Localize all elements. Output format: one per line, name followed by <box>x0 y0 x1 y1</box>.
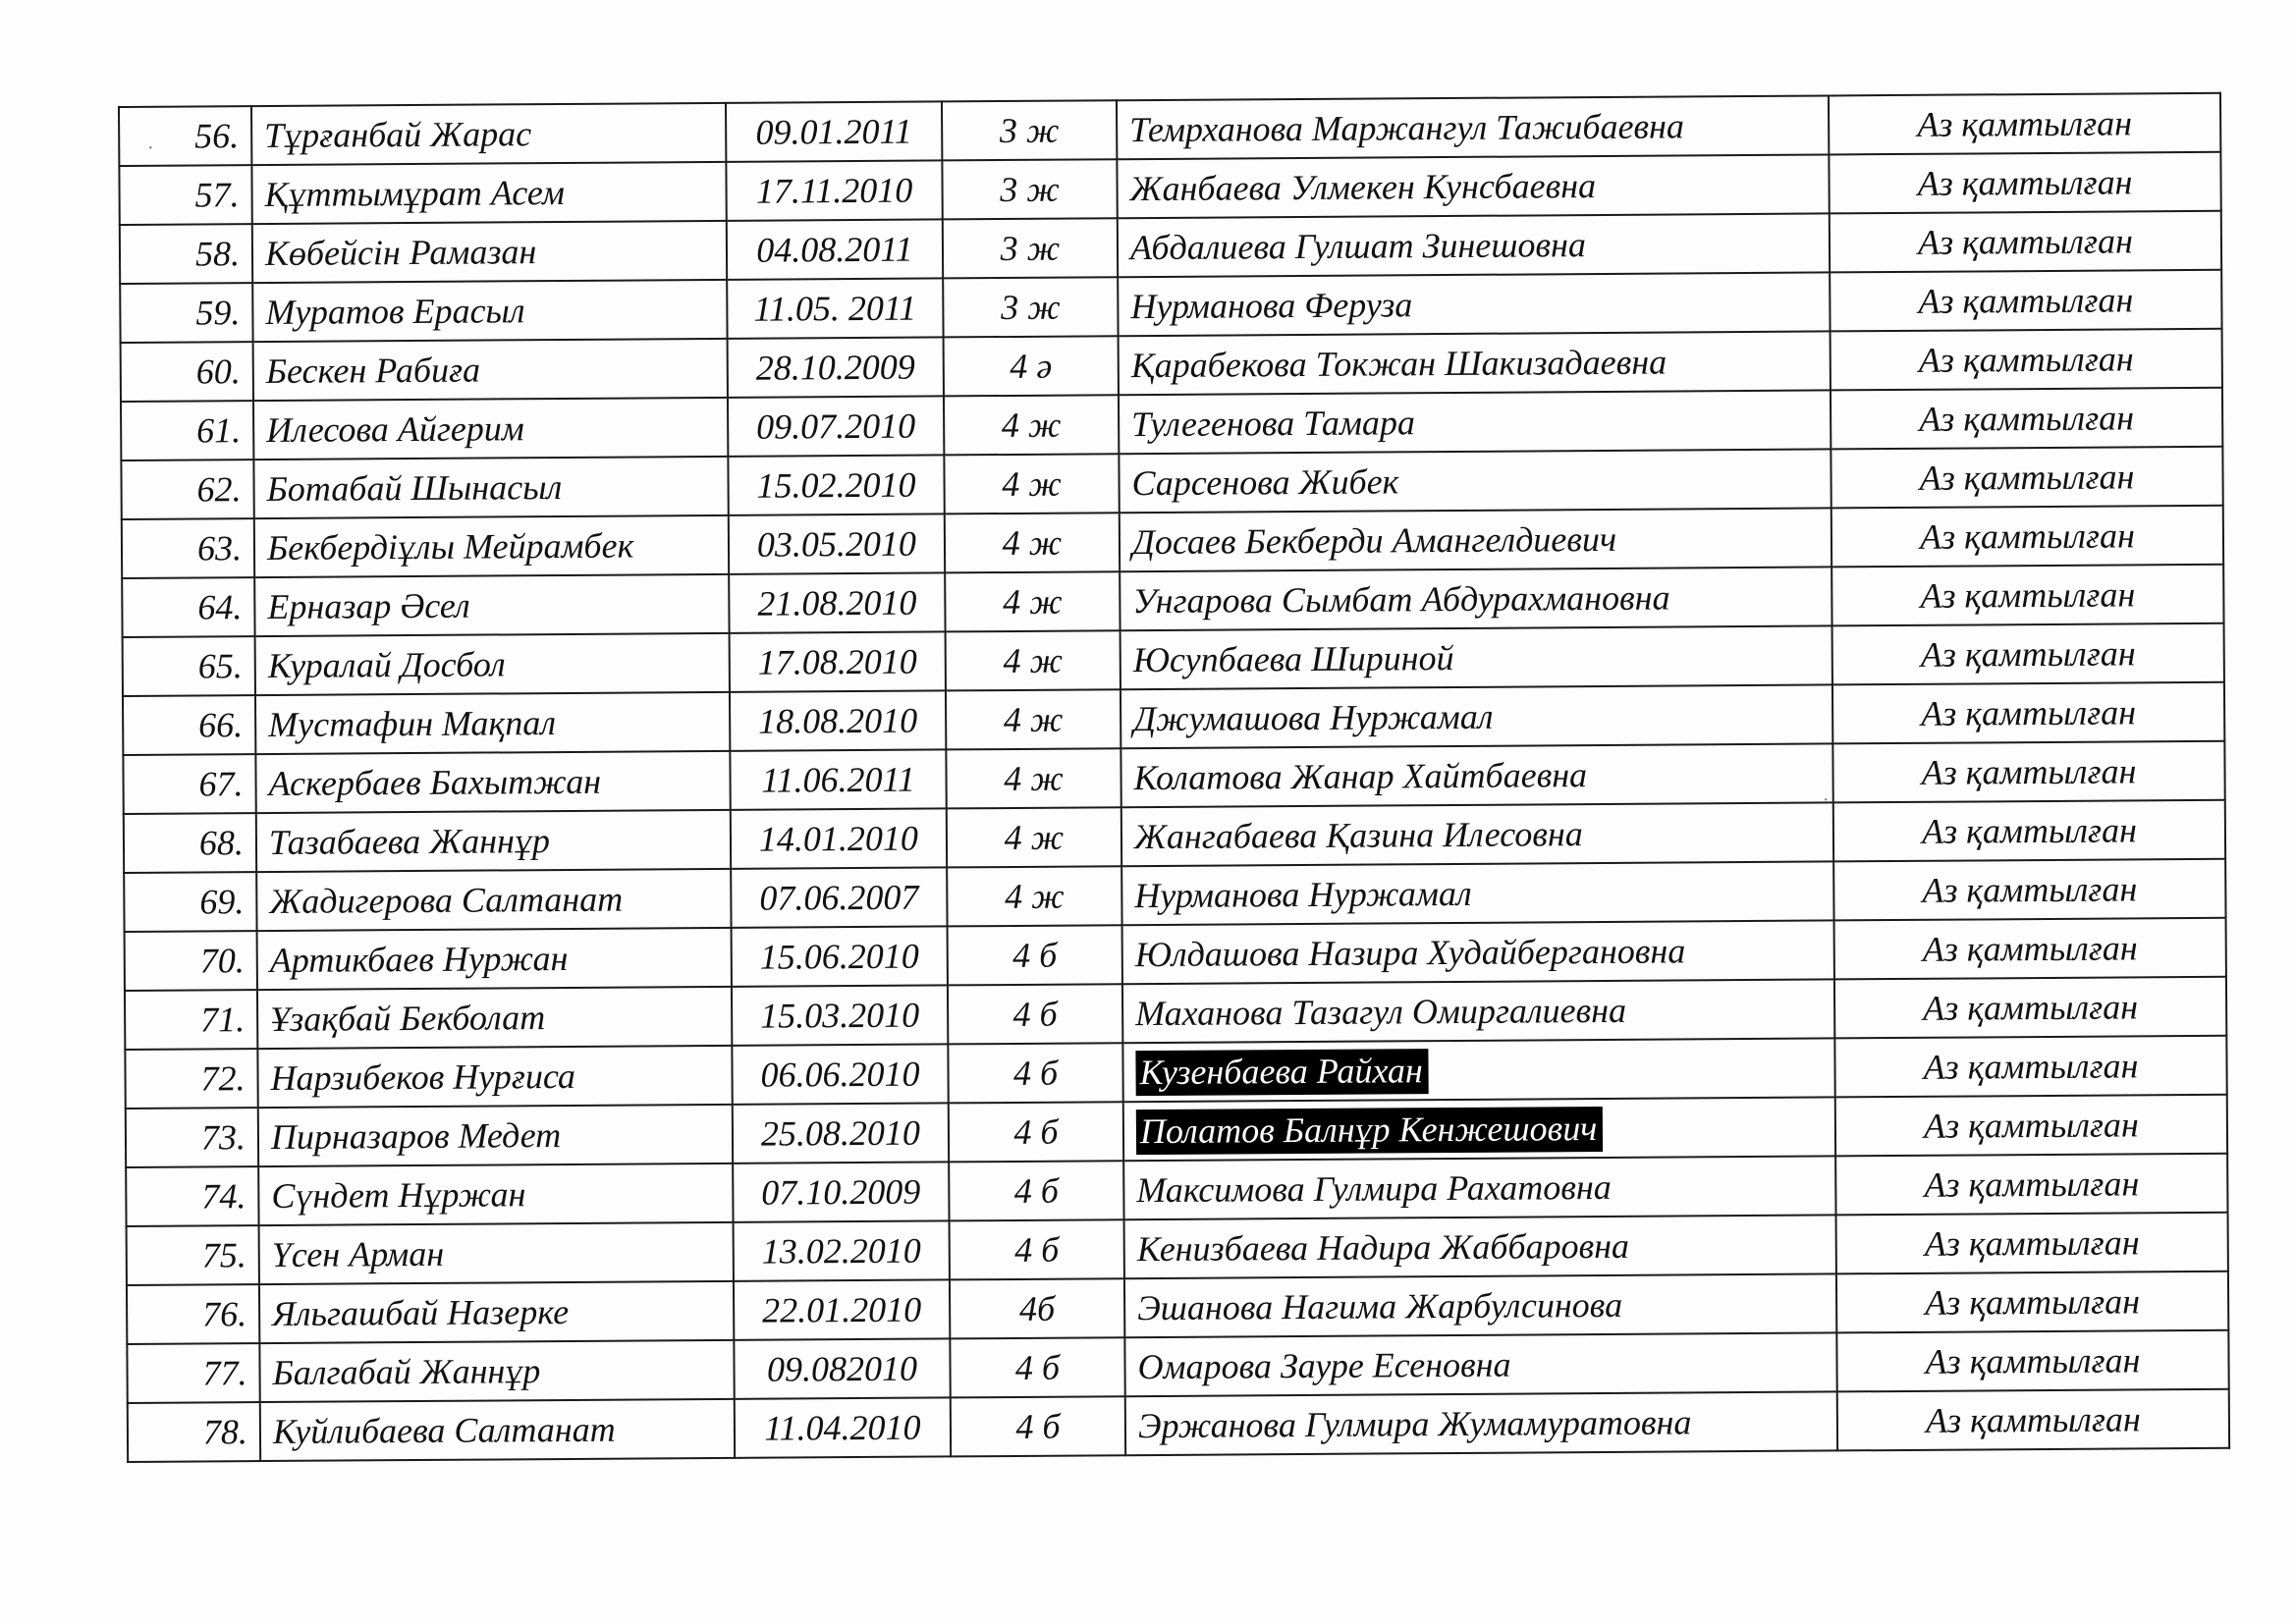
student-name-cell: Тұрғанбай Жарас <box>251 103 726 165</box>
row-number-cell: 70. <box>125 931 257 991</box>
row-number-cell: 65. <box>123 636 255 696</box>
row-number-cell: 76. <box>127 1284 259 1344</box>
status-cell: Аз қамтылған <box>1831 565 2223 626</box>
parent-name-cell: Тулегенова Тамара <box>1119 390 1831 454</box>
birth-date-cell: 09.01.2011 <box>726 101 942 161</box>
parent-name-cell: Кенизбаева Надира Жаббаровна <box>1124 1215 1836 1278</box>
row-number-cell: 61. <box>121 401 253 460</box>
parent-name-cell: Темрханова Маржангул Тажибаевна <box>1117 95 1829 159</box>
birth-date-cell: 14.01.2010 <box>731 808 947 868</box>
student-name-cell: Куралай Досбол <box>255 633 730 695</box>
row-number-cell: 71. <box>125 990 257 1050</box>
student-name-cell: Мустафин Мақпал <box>255 692 730 754</box>
scan-speck-mark: · <box>1823 789 1830 811</box>
status-cell: Аз қамтылған <box>1832 682 2224 744</box>
parent-name-cell: Юсупбаева Ширинoй <box>1121 625 1832 689</box>
status-cell: Аз қамтылған <box>1829 152 2220 214</box>
student-name-cell: Нарзибеков Нурғиса <box>257 1046 732 1108</box>
birth-date-cell: 22.01.2010 <box>734 1279 950 1339</box>
student-name-cell: Сүндет Нұржан <box>258 1164 733 1225</box>
birth-date-cell: 18.08.2010 <box>730 690 946 750</box>
parent-name-cell: Максимова Гулмира Рахатовна <box>1123 1156 1835 1219</box>
status-cell: Аз қамтылған <box>1834 1036 2226 1098</box>
row-number-cell: 58. <box>120 224 252 284</box>
birth-date-cell: 03.05.2010 <box>729 514 945 573</box>
status-cell: Аз қамтылған <box>1835 1095 2227 1157</box>
student-name-cell: Ерназар Әсел <box>254 574 729 636</box>
row-number-cell: 73. <box>126 1108 258 1167</box>
parent-name-cell: Эшанова Нагима Жарбулсинова <box>1124 1273 1836 1337</box>
birth-date-cell: 15.02.2010 <box>728 455 944 514</box>
student-name-cell: Муратов Ерасыл <box>252 280 727 342</box>
student-name-cell: Жадигерова Салтанат <box>256 869 731 931</box>
class-cell: 4 б <box>950 1219 1124 1279</box>
student-name-cell: Үсен Арман <box>259 1222 734 1284</box>
class-cell: 4 ж <box>946 689 1121 749</box>
student-name-cell: Көбейсін Рамазан <box>252 221 727 283</box>
birth-date-cell: 04.08.2011 <box>727 219 943 279</box>
parent-name-cell: Юлдашова Назира Худайбергановна <box>1122 920 1834 984</box>
birth-date-cell: 13.02.2010 <box>734 1220 950 1280</box>
class-cell: 4 б <box>948 925 1122 985</box>
row-number-cell: 63. <box>122 518 254 578</box>
class-cell: 4 б <box>949 1102 1123 1162</box>
roster-body <box>119 93 2229 1462</box>
status-cell: Аз қамтылған <box>1835 1154 2227 1216</box>
birth-date-cell: 09.07.2010 <box>728 396 944 456</box>
status-cell: Аз қамтылған <box>1834 977 2226 1039</box>
student-name-cell: Құттымұрат Асем <box>251 162 726 224</box>
class-cell: 4 ж <box>947 807 1121 867</box>
scan-speck-mark: · <box>147 137 154 159</box>
status-cell: Аз қамтылған <box>1832 623 2224 685</box>
class-cell: 3 ж <box>943 218 1118 278</box>
status-cell: Аз қамтылған <box>1837 1389 2229 1451</box>
class-cell: 4 б <box>950 1337 1124 1397</box>
class-cell: 4 ж <box>946 748 1121 808</box>
row-number-cell: 77. <box>127 1343 259 1403</box>
birth-date-cell: 09.082010 <box>734 1338 950 1398</box>
parent-name-cell: Жанбаева Улмекен Кунсбаевна <box>1117 154 1829 218</box>
status-cell: Аз қамтылған <box>1831 329 2222 391</box>
class-cell: 4 ж <box>944 454 1119 514</box>
birth-date-cell: 28.10.2009 <box>728 337 944 397</box>
class-cell: 4 б <box>948 1043 1122 1103</box>
redacted-highlight-text: Полатов Балнұр Кенжешович <box>1136 1107 1604 1155</box>
student-name-cell: Бекбердіұлы Мейрамбек <box>254 515 729 577</box>
parent-name-cell: Маханова Тазагул Омиргалиевна <box>1122 979 1834 1043</box>
parent-name-cell: Досаев Бекберди Амангелдиевич <box>1120 508 1831 571</box>
parent-name-cell: Нурманова Феруза <box>1118 272 1830 336</box>
birth-date-cell: 11.06.2011 <box>730 749 946 809</box>
class-cell: 4 ә <box>944 336 1119 396</box>
redacted-highlight-text: Кузенбаева Райхан <box>1135 1049 1429 1096</box>
status-cell: Аз қамтылған <box>1836 1330 2228 1392</box>
class-cell: 3 ж <box>943 277 1118 337</box>
parent-name-cell: Колатова Жанар Хайтбаевна <box>1121 743 1832 807</box>
parent-name-cell: Сарсенова Жибек <box>1119 449 1831 513</box>
class-cell: 4 ж <box>945 513 1120 572</box>
status-cell: Аз қамтылған <box>1830 270 2221 332</box>
student-name-cell: Тазабаева Жаннұр <box>256 810 731 872</box>
status-cell: Аз қамтылған <box>1836 1272 2228 1333</box>
status-cell: Аз қамтылған <box>1833 859 2225 921</box>
birth-date-cell: 06.06.2010 <box>732 1044 948 1104</box>
row-number-cell: 78. <box>128 1402 260 1462</box>
row-number-cell: 66. <box>123 695 255 755</box>
birth-date-cell: 11.04.2010 <box>735 1397 951 1457</box>
parent-name-cell: Абдалиева Гулшат Зинешовна <box>1118 213 1830 277</box>
row-number-cell: 72. <box>125 1049 257 1109</box>
student-name-cell: Куйлибаева Салтанат <box>260 1399 735 1461</box>
status-cell: Аз қамтылған <box>1831 506 2223 568</box>
parent-name-cell <box>1123 1097 1835 1161</box>
class-cell: 4 ж <box>944 395 1119 455</box>
parent-name-cell: Унгарова Сымбат Абдурахмановна <box>1120 567 1831 630</box>
status-cell: Аз қамтылған <box>1831 388 2222 450</box>
parent-name-cell: Жангабаева Қазина Илесовна <box>1121 802 1833 866</box>
birth-date-cell: 21.08.2010 <box>729 572 945 632</box>
student-name-cell: Ұзақбай Бекболат <box>257 987 732 1049</box>
class-cell: 3 ж <box>942 159 1117 219</box>
student-name-cell: Яльгашбай Назерке <box>259 1281 734 1343</box>
parent-name-cell: Нурманова Нуржамал <box>1121 861 1833 925</box>
row-number-cell: 57. <box>119 165 251 225</box>
row-number-cell: 75. <box>127 1225 259 1285</box>
row-number-cell: 60. <box>121 342 253 402</box>
row-number-cell: 59. <box>120 283 252 343</box>
class-cell: 4 б <box>949 1161 1123 1220</box>
row-number-cell: 74. <box>126 1166 258 1226</box>
class-cell: 4 ж <box>946 630 1121 690</box>
status-cell: Аз қамтылған <box>1833 800 2225 862</box>
row-number-cell: 67. <box>123 754 255 814</box>
table-row <box>128 1389 2229 1462</box>
student-name-cell: Илесова Айгерим <box>253 398 728 460</box>
student-name-cell: Балгабай Жаннұр <box>259 1340 734 1402</box>
birth-date-cell: 25.08.2010 <box>733 1103 949 1163</box>
student-name-cell: Бескен Рабиға <box>253 339 728 401</box>
status-cell: Аз қамтылған <box>1836 1213 2228 1274</box>
student-name-cell: Аскербаев Бахытжан <box>255 751 730 813</box>
student-roster-table <box>118 92 2230 1463</box>
parent-name-cell: Эржанова Гулмира Жумамуратовна <box>1125 1391 1837 1455</box>
student-name-cell: Артикбаев Нуржан <box>257 928 732 990</box>
row-number-cell: 69. <box>124 872 256 932</box>
parent-name-cell: Джумашова Нуржамал <box>1121 684 1832 748</box>
birth-date-cell: 07.06.2007 <box>731 867 947 927</box>
class-cell: 4 б <box>951 1396 1125 1456</box>
row-number-cell: 56. <box>119 106 251 166</box>
row-number-cell: 64. <box>122 577 254 637</box>
status-cell: Аз қамтылған <box>1834 918 2226 980</box>
status-cell: Аз қамтылған <box>1830 211 2221 273</box>
row-number-cell: 62. <box>121 460 253 519</box>
birth-date-cell: 11.05. 2011 <box>727 278 943 338</box>
student-name-cell: Ботабай Шынасыл <box>253 457 728 518</box>
birth-date-cell: 15.06.2010 <box>732 926 948 986</box>
status-cell: Аз қамтылған <box>1832 741 2224 803</box>
birth-date-cell: 17.11.2010 <box>726 160 942 220</box>
status-cell: Аз қамтылған <box>1829 93 2220 155</box>
student-name-cell: Пирназаров Медет <box>258 1105 733 1166</box>
parent-name-cell: Қарабекова Токжан Шакизадаевна <box>1119 331 1831 395</box>
birth-date-cell: 07.10.2009 <box>733 1162 949 1221</box>
class-cell: 3 ж <box>942 100 1117 160</box>
status-cell: Аз қамтылған <box>1831 447 2222 509</box>
class-cell: 4 ж <box>945 571 1120 631</box>
parent-name-cell <box>1122 1038 1834 1102</box>
parent-name-cell: Омарова Зауре Есеновна <box>1124 1332 1836 1396</box>
class-cell: 4 б <box>948 984 1122 1044</box>
class-cell: 4 ж <box>947 866 1121 926</box>
row-number-cell: 68. <box>124 813 256 873</box>
birth-date-cell: 15.03.2010 <box>732 985 948 1045</box>
class-cell: 4б <box>950 1278 1124 1338</box>
birth-date-cell: 17.08.2010 <box>730 631 946 691</box>
